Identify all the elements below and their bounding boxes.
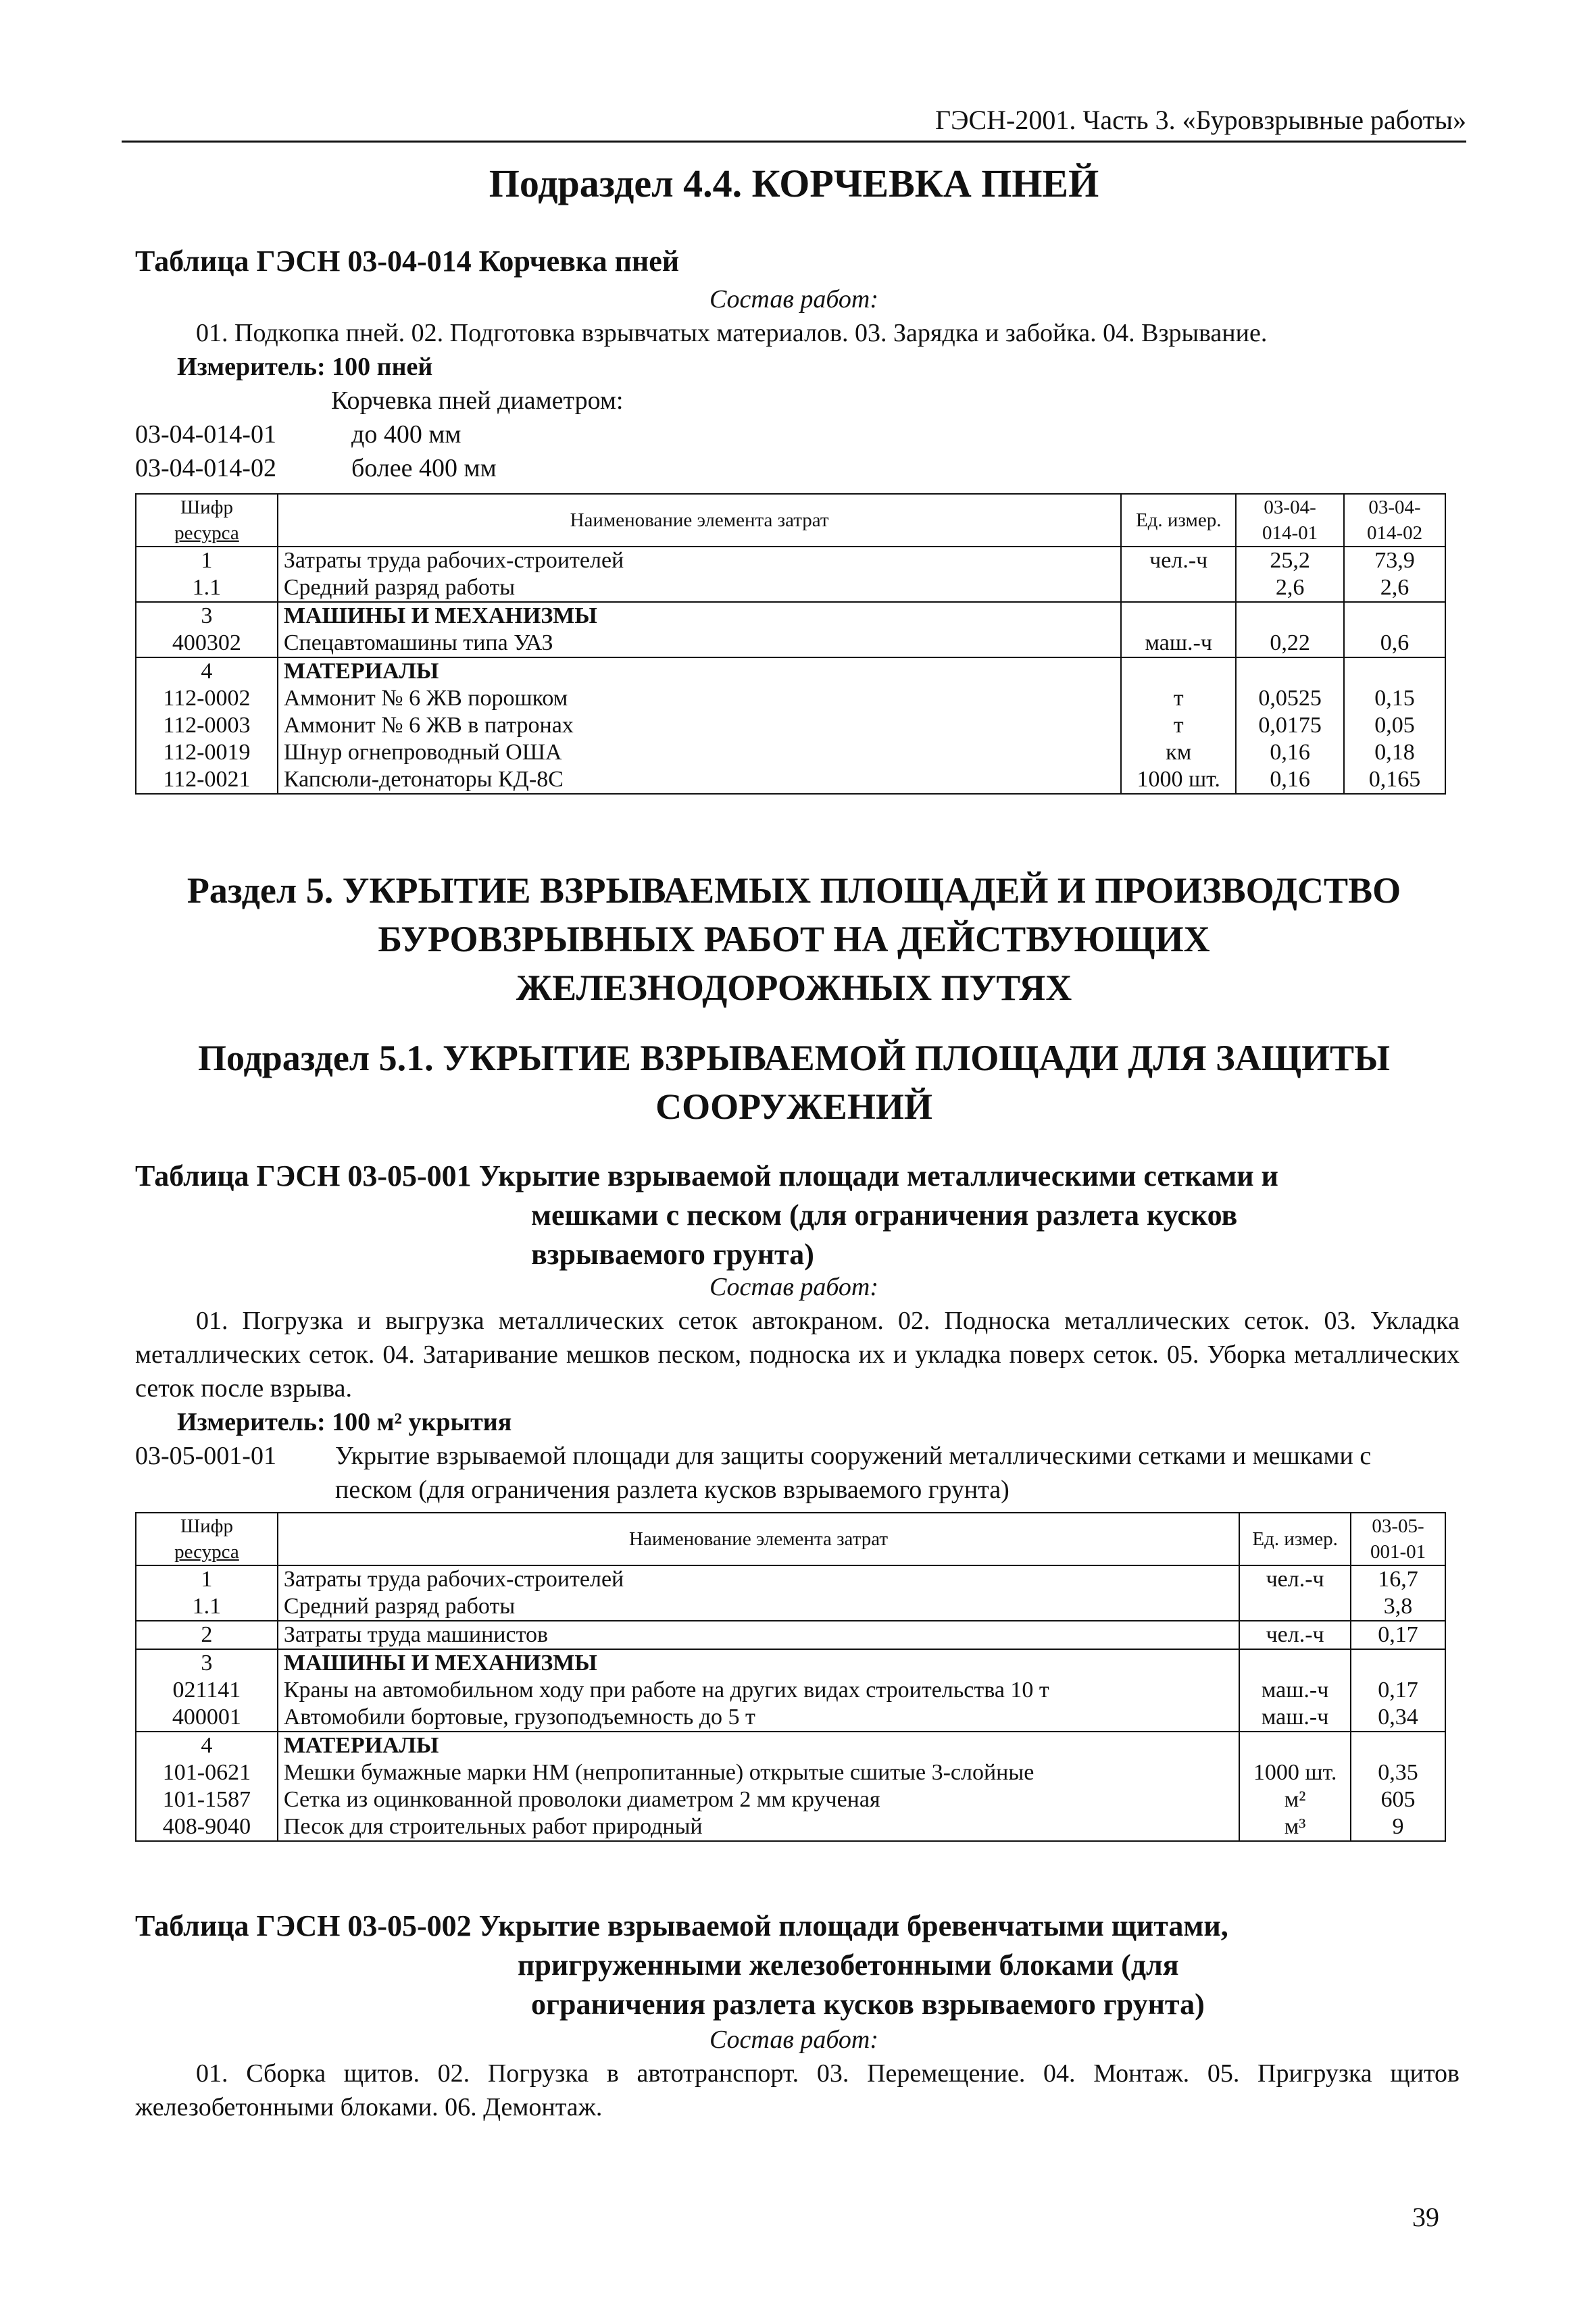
variant-caption: Корчевка пней диаметром: bbox=[331, 386, 624, 415]
table-title-line-2: пригруженными железобетонными блоками (для bbox=[518, 1948, 1179, 1982]
variant-code: 03-04-014-01 bbox=[135, 420, 276, 449]
cell-unit: т bbox=[1121, 712, 1236, 739]
col-header-03-05-001-01: 03-05- 001-01 bbox=[1351, 1513, 1445, 1565]
cell-value: 0,0525 bbox=[1236, 685, 1344, 712]
cell-value: 9 bbox=[1351, 1813, 1445, 1841]
variant-desc: до 400 мм bbox=[351, 420, 462, 449]
works-list bbox=[135, 2057, 1460, 2124]
cell-code: 1 bbox=[136, 1565, 278, 1593]
table-row bbox=[136, 1704, 1445, 1732]
table-03-05-001 bbox=[135, 1512, 1446, 1842]
col-header-03-04-014-01: 03-04- 014-01 bbox=[1236, 494, 1344, 547]
cell-code: 400001 bbox=[136, 1704, 278, 1732]
table-title-line-3: ограничения разлета кусков взрываемого грунта) bbox=[531, 1988, 1205, 2021]
table-row bbox=[136, 547, 1445, 574]
cell-code: 1.1 bbox=[136, 1593, 278, 1621]
cell-unit bbox=[1239, 1649, 1351, 1677]
variant-desc-continued: песком (для ограничения разлета кусков взрываемого грунта) bbox=[335, 1476, 1009, 1504]
table-header-row bbox=[136, 1513, 1445, 1565]
cell-value: 605 bbox=[1351, 1786, 1445, 1813]
cell-value bbox=[1236, 602, 1344, 630]
col-header-cost-name: Наименование элемента затрат bbox=[278, 494, 1121, 547]
cell-code: 400302 bbox=[136, 630, 278, 657]
variant-desc: Укрытие взрываемой площади для защиты сооружений металлическими сетками и мешками с bbox=[335, 1442, 1372, 1470]
cell-value bbox=[1236, 657, 1344, 685]
works-list: 01. Подкопка пней. 02. Подготовка взрывчатых материалов. 03. Зарядка и забойка. 04. Взрывание. bbox=[196, 319, 1268, 347]
cell-value: 3,8 bbox=[1351, 1593, 1445, 1621]
measure-unit: Измеритель: 100 м² укрытия bbox=[177, 1408, 512, 1436]
cell-code: 1.1 bbox=[136, 574, 278, 602]
cell-name: Песок для строительных работ природный bbox=[278, 1813, 1239, 1841]
cell-value: 25,2 bbox=[1236, 547, 1344, 574]
cell-name: Средний разряд работы bbox=[278, 1593, 1239, 1621]
table-row bbox=[136, 1759, 1445, 1786]
cell-value: 0,16 bbox=[1236, 739, 1344, 766]
cell-value: 16,7 bbox=[1351, 1565, 1445, 1593]
cell-name: Спецавтомашины типа УАЗ bbox=[278, 630, 1121, 657]
cell-unit bbox=[1239, 1593, 1351, 1621]
table-title-line-1: Таблица ГЭСН 03-05-001 Укрытие взрываемой площади металлическими сетками и bbox=[135, 1159, 1278, 1192]
col-header-resource-code: Шифр ресурса bbox=[136, 494, 278, 547]
cell-code: 3 bbox=[136, 602, 278, 630]
cell-group-name: МАШИНЫ И МЕХАНИЗМЫ bbox=[278, 1649, 1239, 1677]
works-label: Состав работ: bbox=[709, 2026, 879, 2054]
cell-code: 021141 bbox=[136, 1677, 278, 1704]
cell-value: 0,16 bbox=[1236, 766, 1344, 794]
cell-name: Затраты труда рабочих-строителей bbox=[278, 547, 1121, 574]
cell-unit: м³ bbox=[1239, 1813, 1351, 1841]
page-number: 39 bbox=[1412, 2202, 1439, 2232]
cell-name: Краны на автомобильном ходу при работе на других видах строительства 10 т bbox=[278, 1677, 1239, 1704]
cell-code: 101-1587 bbox=[136, 1786, 278, 1813]
col-header-03-04-014-02: 03-04- 014-02 bbox=[1344, 494, 1445, 547]
cell-unit: маш.-ч bbox=[1121, 630, 1236, 657]
works-list-text: 01. Сборка щитов. 02. Погрузка в автотранспорт. 03. Перемещение. 04. Монтаж. 05. Пригрузка щитов железобетонными блоками. 06. Демонтаж. bbox=[135, 2059, 1460, 2121]
works-list bbox=[135, 1304, 1460, 1405]
cell-unit bbox=[1121, 657, 1236, 685]
table-row bbox=[136, 1649, 1445, 1677]
section-5-title-line-2: БУРОВЗРЫВНЫХ РАБОТ НА ДЕЙСТВУЮЩИХ bbox=[378, 919, 1210, 959]
cell-unit: чел.-ч bbox=[1239, 1565, 1351, 1593]
cell-unit bbox=[1121, 574, 1236, 602]
works-list-text: 01. Погрузка и выгрузка металлических сеток автокраном. 02. Подноска металлических сеток. 03. Укладка металлических сеток. 04. Затаривание мешков песком, подноска их и укладка поверх сеток. 05. Уборка металлических сеток после взрыва. bbox=[135, 1307, 1460, 1403]
table-row bbox=[136, 1813, 1445, 1841]
cell-name: Сетка из оцинкованной проволоки диаметром 2 мм крученая bbox=[278, 1786, 1239, 1813]
cell-unit: км bbox=[1121, 739, 1236, 766]
cell-group-name: МАТЕРИАЛЫ bbox=[278, 1732, 1239, 1759]
table-title-line-1: Таблица ГЭСН 03-05-002 Укрытие взрываемой площади бревенчатыми щитами, bbox=[135, 1909, 1228, 1942]
cell-name: Аммонит № 6 ЖВ порошком bbox=[278, 685, 1121, 712]
variant-code: 03-04-014-02 bbox=[135, 454, 276, 482]
cell-value: 0,6 bbox=[1344, 630, 1445, 657]
col-header-unit: Ед. измер. bbox=[1121, 494, 1236, 547]
cell-value: 73,9 bbox=[1344, 547, 1445, 574]
variant-row bbox=[135, 418, 461, 451]
subsection-4-4-title: Подраздел 4.4. КОРЧЕВКА ПНЕЙ bbox=[489, 161, 1099, 205]
cell-code: 101-0621 bbox=[136, 1759, 278, 1786]
table-03-05-002-title bbox=[135, 1907, 1460, 2024]
cell-name: Шнур огнепроводный ОША bbox=[278, 739, 1121, 766]
table-row bbox=[136, 602, 1445, 630]
works-label: Состав работ: bbox=[709, 285, 879, 313]
cell-name: Мешки бумажные марки НМ (непропитанные) открытые сшитые 3-слойные bbox=[278, 1759, 1239, 1786]
table-header-row bbox=[136, 494, 1445, 547]
cell-unit bbox=[1239, 1732, 1351, 1759]
cell-value: 0,34 bbox=[1351, 1704, 1445, 1732]
cell-value bbox=[1351, 1732, 1445, 1759]
cell-code: 112-0003 bbox=[136, 712, 278, 739]
running-header: ГЭСН-2001. Часть 3. «Буровзрывные работы» bbox=[122, 101, 1466, 143]
cell-value bbox=[1344, 657, 1445, 685]
col-header-unit: Ед. измер. bbox=[1239, 1513, 1351, 1565]
table-row bbox=[136, 1621, 1445, 1649]
cell-code: 408-9040 bbox=[136, 1813, 278, 1841]
table-row bbox=[136, 685, 1445, 712]
section-5-title-line-3: ЖЕЛЕЗНОДОРОЖНЫХ ПУТЯХ bbox=[516, 967, 1072, 1008]
table-row bbox=[136, 630, 1445, 657]
cell-unit: т bbox=[1121, 685, 1236, 712]
table-row bbox=[136, 574, 1445, 602]
cell-value: 2,6 bbox=[1236, 574, 1344, 602]
table-03-05-001-title bbox=[135, 1157, 1460, 1274]
cell-code: 3 bbox=[136, 1649, 278, 1677]
measure-unit: Измеритель: 100 пней bbox=[177, 353, 433, 381]
cell-name: Капсюли-детонаторы КД-8С bbox=[278, 766, 1121, 794]
table-row bbox=[136, 1786, 1445, 1813]
cell-unit: 1000 шт. bbox=[1121, 766, 1236, 794]
cell-unit: 1000 шт. bbox=[1239, 1759, 1351, 1786]
variant-desc: более 400 мм bbox=[351, 454, 497, 482]
cell-code: 112-0021 bbox=[136, 766, 278, 794]
subsection-5-1-title-line-1: Подраздел 5.1. УКРЫТИЕ ВЗРЫВАЕМОЙ ПЛОЩАДИ ДЛЯ ЗАЩИТЫ bbox=[198, 1038, 1390, 1078]
cell-value: 0,05 bbox=[1344, 712, 1445, 739]
cell-code: 112-0002 bbox=[136, 685, 278, 712]
cell-value: 0,0175 bbox=[1236, 712, 1344, 739]
cell-name: Аммонит № 6 ЖВ в патронах bbox=[278, 712, 1121, 739]
subsection-5-1-title-line-2: СООРУЖЕНИЙ bbox=[655, 1086, 932, 1127]
cell-unit: маш.-ч bbox=[1239, 1677, 1351, 1704]
table-row bbox=[136, 1732, 1445, 1759]
cell-value bbox=[1344, 602, 1445, 630]
cell-name: Автомобили бортовые, грузоподъемность до 5 т bbox=[278, 1704, 1239, 1732]
table-row bbox=[136, 766, 1445, 794]
cell-code: 2 bbox=[136, 1621, 278, 1649]
variant-code: 03-05-001-01 bbox=[135, 1442, 276, 1470]
col-header-cost-name: Наименование элемента затрат bbox=[278, 1513, 1239, 1565]
cell-group-name: МАШИНЫ И МЕХАНИЗМЫ bbox=[278, 602, 1121, 630]
cell-code: 1 bbox=[136, 547, 278, 574]
cell-value bbox=[1351, 1649, 1445, 1677]
cell-unit bbox=[1121, 602, 1236, 630]
table-row bbox=[136, 739, 1445, 766]
cell-value: 0,17 bbox=[1351, 1621, 1445, 1649]
cell-unit: чел.-ч bbox=[1121, 547, 1236, 574]
table-row bbox=[136, 657, 1445, 685]
variant-row bbox=[135, 1439, 1371, 1473]
cell-code: 4 bbox=[136, 657, 278, 685]
table-title-line-3: взрываемого грунта) bbox=[531, 1238, 814, 1271]
cell-name: Затраты труда рабочих-строителей bbox=[278, 1565, 1239, 1593]
table-03-04-014-title: Таблица ГЭСН 03-04-014 Корчевка пней bbox=[135, 245, 680, 278]
cell-code: 4 bbox=[136, 1732, 278, 1759]
cell-value: 0,15 bbox=[1344, 685, 1445, 712]
table-row bbox=[136, 712, 1445, 739]
table-row bbox=[136, 1565, 1445, 1593]
section-5-title-line-1: Раздел 5. УКРЫТИЕ ВЗРЫВАЕМЫХ ПЛОЩАДЕЙ И ПРОИЗВОДСТВО bbox=[186, 870, 1401, 911]
cell-value: 0,17 bbox=[1351, 1677, 1445, 1704]
table-row bbox=[136, 1593, 1445, 1621]
table-03-04-014 bbox=[135, 493, 1446, 795]
cell-value: 0,18 bbox=[1344, 739, 1445, 766]
works-label: Состав работ: bbox=[709, 1273, 879, 1301]
col-header-resource-code: Шифр ресурса bbox=[136, 1513, 278, 1565]
cell-name: Затраты труда машинистов bbox=[278, 1621, 1239, 1649]
cell-value: 0,165 bbox=[1344, 766, 1445, 794]
cell-name: Средний разряд работы bbox=[278, 574, 1121, 602]
cell-unit: м² bbox=[1239, 1786, 1351, 1813]
cell-value: 0,22 bbox=[1236, 630, 1344, 657]
cell-unit: маш.-ч bbox=[1239, 1704, 1351, 1732]
cell-code: 112-0019 bbox=[136, 739, 278, 766]
cell-value: 0,35 bbox=[1351, 1759, 1445, 1786]
table-title-line-2: мешками с песком (для ограничения разлета кусков bbox=[531, 1199, 1238, 1232]
cell-value: 2,6 bbox=[1344, 574, 1445, 602]
cell-group-name: МАТЕРИАЛЫ bbox=[278, 657, 1121, 685]
table-row bbox=[136, 1677, 1445, 1704]
cell-unit: чел.-ч bbox=[1239, 1621, 1351, 1649]
variant-row bbox=[135, 451, 497, 485]
